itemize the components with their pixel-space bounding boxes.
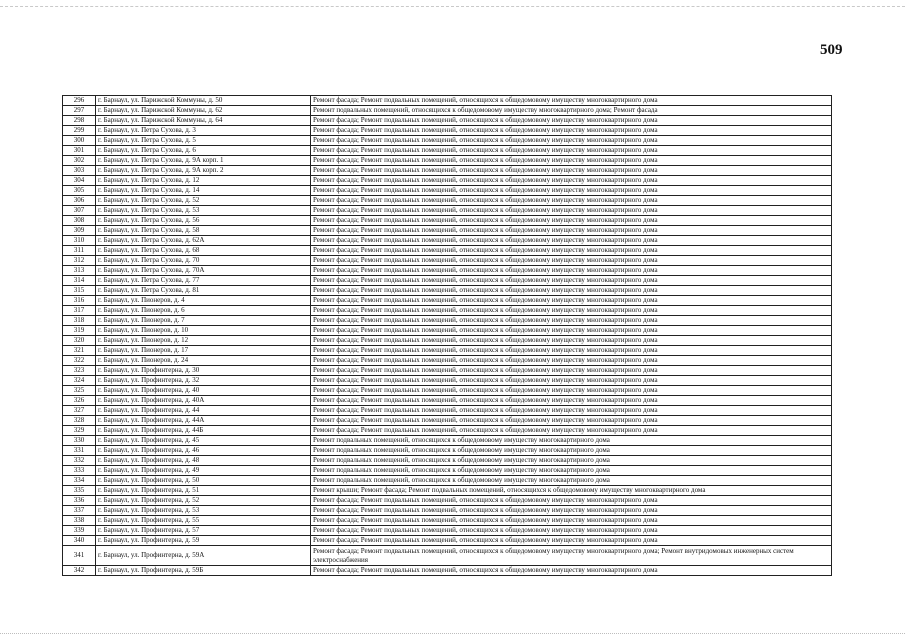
row-number: 324	[63, 376, 96, 386]
address-cell: г. Барнаул, ул. Петра Сухова, д. 14	[96, 186, 311, 196]
table-row	[63, 156, 832, 166]
work-type-cell: Ремонт фасада; Ремонт подвальных помещений, относящихся к общедомовому имуществу многоквартирного дома	[311, 386, 832, 396]
row-number: 307	[63, 206, 96, 216]
row-number: 320	[63, 336, 96, 346]
work-type-cell: Ремонт фасада; Ремонт подвальных помещений, относящихся к общедомовому имуществу многоквартирного дома	[311, 536, 832, 546]
scan-edge-top	[0, 6, 905, 8]
table-row	[63, 166, 832, 176]
address-cell: г. Барнаул, ул. Петра Сухова, д. 9А корп. 1	[96, 156, 311, 166]
table-row	[63, 326, 832, 336]
table-row	[63, 106, 832, 116]
work-type-cell: Ремонт фасада; Ремонт подвальных помещений, относящихся к общедомовому имуществу многоквартирного дома	[311, 416, 832, 426]
address-cell: г. Барнаул, ул. Петра Сухова, д. 70А	[96, 266, 311, 276]
row-number: 313	[63, 266, 96, 276]
row-number: 323	[63, 366, 96, 376]
work-type-cell: Ремонт фасада; Ремонт подвальных помещений, относящихся к общедомовому имуществу многоквартирного дома	[311, 516, 832, 526]
address-cell: г. Барнаул, ул. Профинтерна, д. 49	[96, 466, 311, 476]
address-cell: г. Барнаул, ул. Пионеров, д. 10	[96, 326, 311, 336]
work-type-cell: Ремонт фасада; Ремонт подвальных помещений, относящихся к общедомовому имуществу многоквартирного дома	[311, 206, 832, 216]
table-row	[63, 116, 832, 126]
work-type-cell: Ремонт крыши; Ремонт фасада; Ремонт подвальных помещений, относящихся к общедомовому имуществу многоквартирного дома	[311, 486, 832, 496]
row-number: 311	[63, 246, 96, 256]
repair-list-table	[62, 95, 832, 576]
table-row	[63, 256, 832, 266]
row-number: 327	[63, 406, 96, 416]
address-cell: г. Барнаул, ул. Петра Сухова, д. 9А корп. 2	[96, 166, 311, 176]
work-type-cell: Ремонт фасада; Ремонт подвальных помещений, относящихся к общедомовому имуществу многоквартирного дома	[311, 236, 832, 246]
address-cell: г. Барнаул, ул. Профинтерна, д. 50	[96, 476, 311, 486]
row-number: 322	[63, 356, 96, 366]
work-type-cell: Ремонт фасада; Ремонт подвальных помещений, относящихся к общедомовому имуществу многоквартирного дома	[311, 196, 832, 206]
row-number: 306	[63, 196, 96, 206]
row-number: 305	[63, 186, 96, 196]
row-number: 329	[63, 426, 96, 436]
work-type-cell: Ремонт фасада; Ремонт подвальных помещений, относящихся к общедомовому имуществу многоквартирного дома	[311, 186, 832, 196]
row-number: 342	[63, 566, 96, 576]
row-number: 335	[63, 486, 96, 496]
work-type-cell: Ремонт фасада; Ремонт подвальных помещений, относящихся к общедомовому имуществу многоквартирного дома	[311, 126, 832, 136]
work-type-cell: Ремонт фасада; Ремонт подвальных помещений, относящихся к общедомовому имуществу многоквартирного дома	[311, 166, 832, 176]
work-type-cell: Ремонт фасада; Ремонт подвальных помещений, относящихся к общедомовому имуществу многоквартирного дома	[311, 246, 832, 256]
table-row	[63, 296, 832, 306]
work-type-cell: Ремонт фасада; Ремонт подвальных помещений, относящихся к общедомовому имуществу многоквартирного дома	[311, 496, 832, 506]
table-row	[63, 126, 832, 136]
table-row	[63, 96, 832, 106]
table-row	[63, 516, 832, 526]
address-cell: г. Барнаул, ул. Профинтерна, д. 44	[96, 406, 311, 416]
row-number: 331	[63, 446, 96, 456]
table-row	[63, 236, 832, 246]
address-cell: г. Барнаул, ул. Петра Сухова, д. 5	[96, 136, 311, 146]
table-row	[63, 386, 832, 396]
work-type-cell: Ремонт подвальных помещений, относящихся к общедомовому имуществу многоквартирного дома	[311, 456, 832, 466]
row-number: 341	[63, 546, 96, 566]
table-row	[63, 196, 832, 206]
address-cell: г. Барнаул, ул. Петра Сухова, д. 77	[96, 276, 311, 286]
row-number: 299	[63, 126, 96, 136]
work-type-cell: Ремонт фасада; Ремонт подвальных помещений, относящихся к общедомовому имуществу многоквартирного дома	[311, 176, 832, 186]
table-row	[63, 276, 832, 286]
address-cell: г. Барнаул, ул. Пионеров, д. 24	[96, 356, 311, 366]
row-number: 301	[63, 146, 96, 156]
address-cell: г. Барнаул, ул. Парижской Коммуны, д. 50	[96, 96, 311, 106]
work-type-cell: Ремонт фасада; Ремонт подвальных помещений, относящихся к общедомовому имуществу многоквартирного дома; Ремонт внутридомовых инженерных систем электроснабжения	[311, 546, 832, 566]
table-row	[63, 376, 832, 386]
table-row	[63, 486, 832, 496]
table-row	[63, 416, 832, 426]
table-row	[63, 506, 832, 516]
row-number: 298	[63, 116, 96, 126]
row-number: 325	[63, 386, 96, 396]
table-row	[63, 226, 832, 236]
row-number: 340	[63, 536, 96, 546]
address-cell: г. Барнаул, ул. Петра Сухова, д. 56	[96, 216, 311, 226]
row-number: 314	[63, 276, 96, 286]
address-cell: г. Барнаул, ул. Петра Сухова, д. 81	[96, 286, 311, 296]
work-type-cell: Ремонт фасада; Ремонт подвальных помещений, относящихся к общедомовому имуществу многоквартирного дома	[311, 296, 832, 306]
address-cell: г. Барнаул, ул. Петра Сухова, д. 6	[96, 146, 311, 156]
work-type-cell: Ремонт фасада; Ремонт подвальных помещений, относящихся к общедомовому имуществу многоквартирного дома	[311, 96, 832, 106]
row-number: 336	[63, 496, 96, 506]
work-type-cell: Ремонт фасада; Ремонт подвальных помещений, относящихся к общедомовому имуществу многоквартирного дома	[311, 216, 832, 226]
address-cell: г. Барнаул, ул. Профинтерна, д. 57	[96, 526, 311, 536]
work-type-cell: Ремонт фасада; Ремонт подвальных помещений, относящихся к общедомовому имуществу многоквартирного дома	[311, 506, 832, 516]
table-row	[63, 446, 832, 456]
page-number: 509	[820, 42, 843, 58]
row-number: 296	[63, 96, 96, 106]
row-number: 339	[63, 526, 96, 536]
address-cell: г. Барнаул, ул. Петра Сухова, д. 3	[96, 126, 311, 136]
address-cell: г. Барнаул, ул. Профинтерна, д. 44А	[96, 416, 311, 426]
work-type-cell: Ремонт фасада; Ремонт подвальных помещений, относящихся к общедомовому имуществу многоквартирного дома	[311, 566, 832, 576]
row-number: 317	[63, 306, 96, 316]
address-cell: г. Барнаул, ул. Петра Сухова, д. 12	[96, 176, 311, 186]
table-row	[63, 546, 832, 566]
work-type-cell: Ремонт фасада; Ремонт подвальных помещений, относящихся к общедомовому имуществу многоквартирного дома	[311, 426, 832, 436]
work-type-cell: Ремонт фасада; Ремонт подвальных помещений, относящихся к общедомовому имуществу многоквартирного дома	[311, 146, 832, 156]
scan-edge-bottom	[0, 633, 905, 635]
table-row	[63, 306, 832, 316]
address-cell: г. Барнаул, ул. Профинтерна, д. 53	[96, 506, 311, 516]
row-number: 310	[63, 236, 96, 246]
table-row	[63, 186, 832, 196]
row-number: 319	[63, 326, 96, 336]
row-number: 312	[63, 256, 96, 266]
row-number: 308	[63, 216, 96, 226]
table-row	[63, 406, 832, 416]
work-type-cell: Ремонт фасада; Ремонт подвальных помещений, относящихся к общедомовому имуществу многоквартирного дома	[311, 346, 832, 356]
work-type-cell: Ремонт фасада; Ремонт подвальных помещений, относящихся к общедомовому имуществу многоквартирного дома	[311, 156, 832, 166]
address-cell: г. Барнаул, ул. Профинтерна, д. 59Б	[96, 566, 311, 576]
row-number: 318	[63, 316, 96, 326]
address-cell: г. Барнаул, ул. Петра Сухова, д. 53	[96, 206, 311, 216]
address-cell: г. Барнаул, ул. Профинтерна, д. 55	[96, 516, 311, 526]
table-row	[63, 496, 832, 506]
table-row	[63, 286, 832, 296]
work-type-cell: Ремонт подвальных помещений, относящихся к общедомовому имуществу многоквартирного дома	[311, 446, 832, 456]
address-cell: г. Барнаул, ул. Петра Сухова, д. 52	[96, 196, 311, 206]
address-cell: г. Барнаул, ул. Петра Сухова, д. 62А	[96, 236, 311, 246]
row-number: 309	[63, 226, 96, 236]
row-number: 303	[63, 166, 96, 176]
work-type-cell: Ремонт фасада; Ремонт подвальных помещений, относящихся к общедомовому имуществу многоквартирного дома	[311, 286, 832, 296]
table-row	[63, 216, 832, 226]
row-number: 300	[63, 136, 96, 146]
row-number: 304	[63, 176, 96, 186]
address-cell: г. Барнаул, ул. Профинтерна, д. 44Б	[96, 426, 311, 436]
table-row	[63, 476, 832, 486]
row-number: 315	[63, 286, 96, 296]
row-number: 333	[63, 466, 96, 476]
address-cell: г. Барнаул, ул. Парижской Коммуны, д. 64	[96, 116, 311, 126]
work-type-cell: Ремонт подвальных помещений, относящихся к общедомовому имуществу многоквартирного дома; Ремонт фасада	[311, 106, 832, 116]
work-type-cell: Ремонт фасада; Ремонт подвальных помещений, относящихся к общедомовому имуществу многоквартирного дома	[311, 356, 832, 366]
work-type-cell: Ремонт фасада; Ремонт подвальных помещений, относящихся к общедомовому имуществу многоквартирного дома	[311, 276, 832, 286]
address-cell: г. Барнаул, ул. Профинтерна, д. 59А	[96, 546, 311, 566]
table-row	[63, 396, 832, 406]
table-row	[63, 536, 832, 546]
table-row	[63, 316, 832, 326]
work-type-cell: Ремонт подвальных помещений, относящихся к общедомовому имуществу многоквартирного дома	[311, 436, 832, 446]
address-cell: г. Барнаул, ул. Профинтерна, д. 30	[96, 366, 311, 376]
row-number: 321	[63, 346, 96, 356]
work-type-cell: Ремонт фасада; Ремонт подвальных помещений, относящихся к общедомовому имуществу многоквартирного дома	[311, 526, 832, 536]
row-number: 338	[63, 516, 96, 526]
row-number: 332	[63, 456, 96, 466]
row-number: 316	[63, 296, 96, 306]
work-type-cell: Ремонт фасада; Ремонт подвальных помещений, относящихся к общедомовому имуществу многоквартирного дома	[311, 256, 832, 266]
work-type-cell: Ремонт фасада; Ремонт подвальных помещений, относящихся к общедомовому имуществу многоквартирного дома	[311, 366, 832, 376]
work-type-cell: Ремонт подвальных помещений, относящихся к общедомовому имуществу многоквартирного дома	[311, 476, 832, 486]
table-row	[63, 336, 832, 346]
work-type-cell: Ремонт фасада; Ремонт подвальных помещений, относящихся к общедомовому имуществу многоквартирного дома	[311, 316, 832, 326]
row-number: 330	[63, 436, 96, 446]
address-cell: г. Барнаул, ул. Парижской Коммуны, д. 62	[96, 106, 311, 116]
table-row	[63, 456, 832, 466]
table-row	[63, 146, 832, 156]
work-type-cell: Ремонт фасада; Ремонт подвальных помещений, относящихся к общедомовому имуществу многоквартирного дома	[311, 326, 832, 336]
table-row	[63, 346, 832, 356]
address-cell: г. Барнаул, ул. Профинтерна, д. 40	[96, 386, 311, 396]
work-type-cell: Ремонт фасада; Ремонт подвальных помещений, относящихся к общедомовому имуществу многоквартирного дома	[311, 136, 832, 146]
work-type-cell: Ремонт фасада; Ремонт подвальных помещений, относящихся к общедомовому имуществу многоквартирного дома	[311, 396, 832, 406]
row-number: 337	[63, 506, 96, 516]
table-row	[63, 266, 832, 276]
address-cell: г. Барнаул, ул. Пионеров, д. 12	[96, 336, 311, 346]
work-type-cell: Ремонт фасада; Ремонт подвальных помещений, относящихся к общедомовому имуществу многоквартирного дома	[311, 306, 832, 316]
work-type-cell: Ремонт фасада; Ремонт подвальных помещений, относящихся к общедомовому имуществу многоквартирного дома	[311, 406, 832, 416]
address-cell: г. Барнаул, ул. Пионеров, д. 17	[96, 346, 311, 356]
table-row	[63, 136, 832, 146]
address-cell: г. Барнаул, ул. Пионеров, д. 6	[96, 306, 311, 316]
work-type-cell: Ремонт фасада; Ремонт подвальных помещений, относящихся к общедомовому имуществу многоквартирного дома	[311, 336, 832, 346]
table-row	[63, 366, 832, 376]
work-type-cell: Ремонт фасада; Ремонт подвальных помещений, относящихся к общедомовому имуществу многоквартирного дома	[311, 376, 832, 386]
work-type-cell: Ремонт подвальных помещений, относящихся к общедомовому имуществу многоквартирного дома	[311, 466, 832, 476]
work-type-cell: Ремонт фасада; Ремонт подвальных помещений, относящихся к общедомовому имуществу многоквартирного дома	[311, 226, 832, 236]
table-body	[63, 96, 832, 576]
address-cell: г. Барнаул, ул. Пионеров, д. 4	[96, 296, 311, 306]
work-type-cell: Ремонт фасада; Ремонт подвальных помещений, относящихся к общедомовому имуществу многоквартирного дома	[311, 266, 832, 276]
table-row	[63, 466, 832, 476]
address-cell: г. Барнаул, ул. Профинтерна, д. 46	[96, 446, 311, 456]
address-cell: г. Барнаул, ул. Профинтерна, д. 52	[96, 496, 311, 506]
row-number: 334	[63, 476, 96, 486]
table-row	[63, 566, 832, 576]
row-number: 302	[63, 156, 96, 166]
table-row	[63, 246, 832, 256]
work-type-cell: Ремонт фасада; Ремонт подвальных помещений, относящихся к общедомовому имуществу многоквартирного дома	[311, 116, 832, 126]
table-row	[63, 206, 832, 216]
address-cell: г. Барнаул, ул. Профинтерна, д. 48	[96, 456, 311, 466]
table-row	[63, 426, 832, 436]
address-cell: г. Барнаул, ул. Профинтерна, д. 40А	[96, 396, 311, 406]
address-cell: г. Барнаул, ул. Профинтерна, д. 45	[96, 436, 311, 446]
row-number: 297	[63, 106, 96, 116]
address-cell: г. Барнаул, ул. Петра Сухова, д. 68	[96, 246, 311, 256]
address-cell: г. Барнаул, ул. Пионеров, д. 7	[96, 316, 311, 326]
table-row	[63, 526, 832, 536]
table-row	[63, 436, 832, 446]
address-cell: г. Барнаул, ул. Петра Сухова, д. 70	[96, 256, 311, 266]
address-cell: г. Барнаул, ул. Петра Сухова, д. 58	[96, 226, 311, 236]
table-row	[63, 356, 832, 366]
address-cell: г. Барнаул, ул. Профинтерна, д. 51	[96, 486, 311, 496]
row-number: 326	[63, 396, 96, 406]
table-row	[63, 176, 832, 186]
row-number: 328	[63, 416, 96, 426]
address-cell: г. Барнаул, ул. Профинтерна, д. 32	[96, 376, 311, 386]
address-cell: г. Барнаул, ул. Профинтерна, д. 59	[96, 536, 311, 546]
